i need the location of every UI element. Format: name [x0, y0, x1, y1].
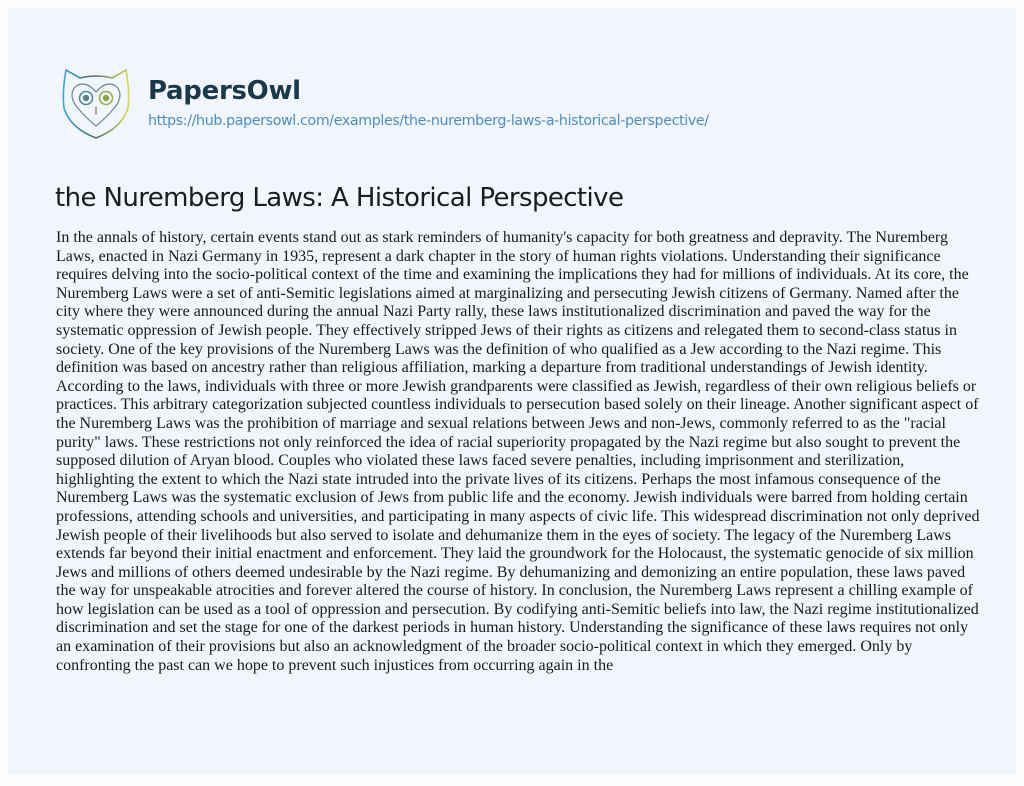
document-page	[8, 8, 1016, 775]
body-line: requires delving into the socio-political context of the time and examining the implications they had for millions of individuals. At its core, the	[56, 266, 969, 284]
body-line: Laws, enacted in Nazi Germany in 1935, represent a dark chapter in the story of human rights violations. Understanding their significance	[56, 247, 941, 265]
article-body	[56, 229, 996, 675]
site-header	[56, 62, 709, 142]
body-line: In the annals of history, certain events stand out as stark reminders of humanity's capacity for both greatness and depravity. The Nuremberg	[56, 229, 948, 246]
body-line: purity" laws. These restrictions not only reinforced the idea of racial superiority propagated by the Nazi regime but also sought to prevent the	[56, 433, 961, 451]
body-line: systematic oppression of Jewish people. They effectively stripped Jews of their rights as citizens and relegated them to second-class status in	[56, 321, 957, 339]
body-line: supposed dilution of Aryan blood. Couples who violated these laws faced severe penalties, including imprisonment and sterilization,	[56, 452, 905, 470]
page-title: the Nuremberg Laws: A Historical Perspective	[55, 183, 624, 213]
body-line: confronting the past can we hope to prevent such injustices from occurring again in the	[56, 656, 614, 674]
body-line: Nuremberg Laws were a set of anti-Semitic legislations aimed at marginalizing and persecuting Jewish citizens of Germany. Named after the	[56, 284, 959, 302]
body-line: professions, attending schools and universities, and participating in many aspects of civic life. This widespread discrimination not only deprived	[56, 507, 980, 525]
owl-logo-icon	[56, 62, 136, 142]
body-line: the Nuremberg Laws was the prohibition of marriage and sexual relations between Jews and non-Jews, commonly referred to as the "racial	[56, 414, 946, 432]
body-line: highlighting the extent to which the Nazi state intruded into the private lives of its citizens. Perhaps the most infamous consequence of the	[56, 470, 941, 488]
source-url-link[interactable]: https://hub.papersowl.com/examples/the-nuremberg-laws-a-historical-perspective/	[148, 112, 709, 129]
body-line: Jewish people of their livelihoods but also served to isolate and dehumanize them in the eyes of society. The legacy of the Nuremberg Laws	[56, 526, 952, 544]
body-line: Nuremberg Laws was the systematic exclusion of Jews from public life and the economy. Jewish individuals were barred from holding certain	[56, 489, 968, 507]
body-line: city where they were announced during the annual Nazi Party rally, these laws institutionalized discrimination and paved the way for the	[56, 303, 931, 321]
body-line: extends far beyond their initial enactment and enforcement. They laid the groundwork for the Holocaust, the systematic genocide of six million	[56, 545, 974, 563]
body-line: society. One of the key provisions of the Nuremberg Laws was the definition of who qualified as a Jew according to the Nazi regime. This	[56, 340, 942, 358]
brand-block	[148, 74, 709, 131]
body-line: According to the laws, individuals with three or more Jewish grandparents were classified as Jewish, regardless of their own religious beliefs or	[56, 377, 977, 395]
body-line: definition was based on ancestry rather than religious affiliation, marking a departure from traditional understandings of Jewish identity.	[56, 359, 928, 377]
brand-name: PapersOwl	[148, 75, 301, 106]
body-line: practices. This arbitrary categorization subjected countless individuals to persecution based solely on their lineage. Another significant aspect of	[56, 396, 979, 414]
body-line: the way for unspeakable atrocities and forever altered the course of history. In conclusion, the Nuremberg Laws represent a chilling example of	[56, 582, 973, 600]
body-line: how legislation can be used as a tool of oppression and persecution. By codifying anti-Semitic beliefs into law, the Nazi regime institutionalized	[56, 600, 979, 618]
body-line: Jews and millions of others deemed undesirable by the Nazi regime. By dehumanizing and demonizing an entire population, these laws paved	[56, 563, 966, 581]
body-line: discrimination and set the stage for one of the darkest periods in human history. Understanding the significance of these laws requires not only	[56, 619, 969, 637]
body-line: an examination of their provisions but also an acknowledgment of the broader socio-political context in which they emerged. Only by	[56, 638, 913, 656]
